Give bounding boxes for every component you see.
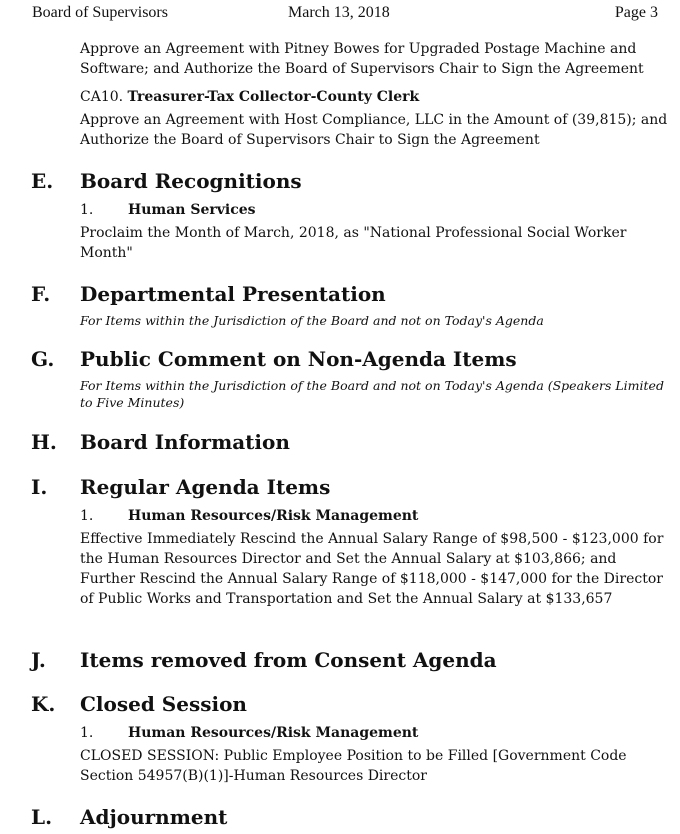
section-l-title: Adjournment [80, 805, 228, 829]
section-e-item-title: Human Services [128, 202, 256, 218]
section-k-item-text: CLOSED SESSION: Public Employee Position to be Filled [Government Code Section 54957(B)(1)]-Human Resources Director [80, 748, 627, 784]
section-j-title: Items removed from Consent Agenda [80, 648, 497, 672]
section-g-note: For Items within the Jurisdiction of the Board and not on Today's Agenda (Speakers Limited to Five Minutes) [80, 378, 664, 410]
section-i-item-heading [80, 506, 418, 526]
ca10-item-text: Approve an Agreement with Host Compliance, LLC in the Amount of (39,815); and Authorize the Board of Supervisors Chair to Sign the Agreement [80, 112, 668, 148]
page-header [32, 4, 658, 24]
section-e-item-text: Proclaim the Month of March, 2018, as "National Professional Social Worker Month" [80, 225, 627, 261]
section-g-letter: G. [31, 347, 55, 371]
section-i-item-text: Effective Immediately Rescind the Annual Salary Range of $98,500 - $123,000 for the Human Resources Director and Set the Annual Salary at $103,866; and Further Rescind the Annual Salary Range of $118,000 - $147,000 for the Director of Public Works and Transportation and Set the Annual Salary at $133,657 [80, 531, 664, 607]
section-k-letter: K. [31, 692, 56, 716]
ca10-item-number: CA10. [80, 89, 124, 105]
header-page-number: Page 3 [614, 4, 658, 21]
section-f-note: For Items within the Jurisdiction of the Board and not on Today's Agenda [80, 313, 544, 328]
section-k-title: Closed Session [80, 692, 247, 716]
section-j-letter: J. [31, 648, 46, 672]
section-l-letter: L. [31, 805, 53, 829]
carryover-item-text: Approve an Agreement with Pitney Bowes for Upgraded Postage Machine and Software; and Authorize the Board of Supervisors Chair to Sign the Agreement [80, 41, 644, 77]
section-e-item-number: 1. [80, 202, 94, 218]
section-e-letter: E. [31, 169, 54, 193]
section-e-item-heading [80, 200, 256, 220]
ca10-item-title: Treasurer-Tax Collector-County Clerk [127, 89, 420, 105]
section-f-letter: F. [31, 282, 51, 306]
section-i-item-title: Human Resources/Risk Management [128, 508, 419, 524]
section-f-title: Departmental Presentation [80, 282, 386, 306]
section-k-item-title: Human Resources/Risk Management [128, 725, 419, 741]
section-h-letter: H. [31, 430, 57, 454]
section-h-title: Board Information [80, 430, 290, 454]
section-k-item-heading [80, 723, 418, 743]
section-i-letter: I. [31, 475, 48, 499]
header-board-name: Board of Supervisors [32, 4, 168, 21]
section-g-title: Public Comment on Non-Agenda Items [80, 347, 517, 371]
section-i-title: Regular Agenda Items [80, 475, 331, 499]
header-date: March 13, 2018 [288, 4, 390, 21]
section-k-item-number: 1. [80, 725, 94, 741]
ca10-item-heading [80, 87, 419, 107]
section-e-title: Board Recognitions [80, 169, 302, 193]
section-i-item-number: 1. [80, 508, 94, 524]
